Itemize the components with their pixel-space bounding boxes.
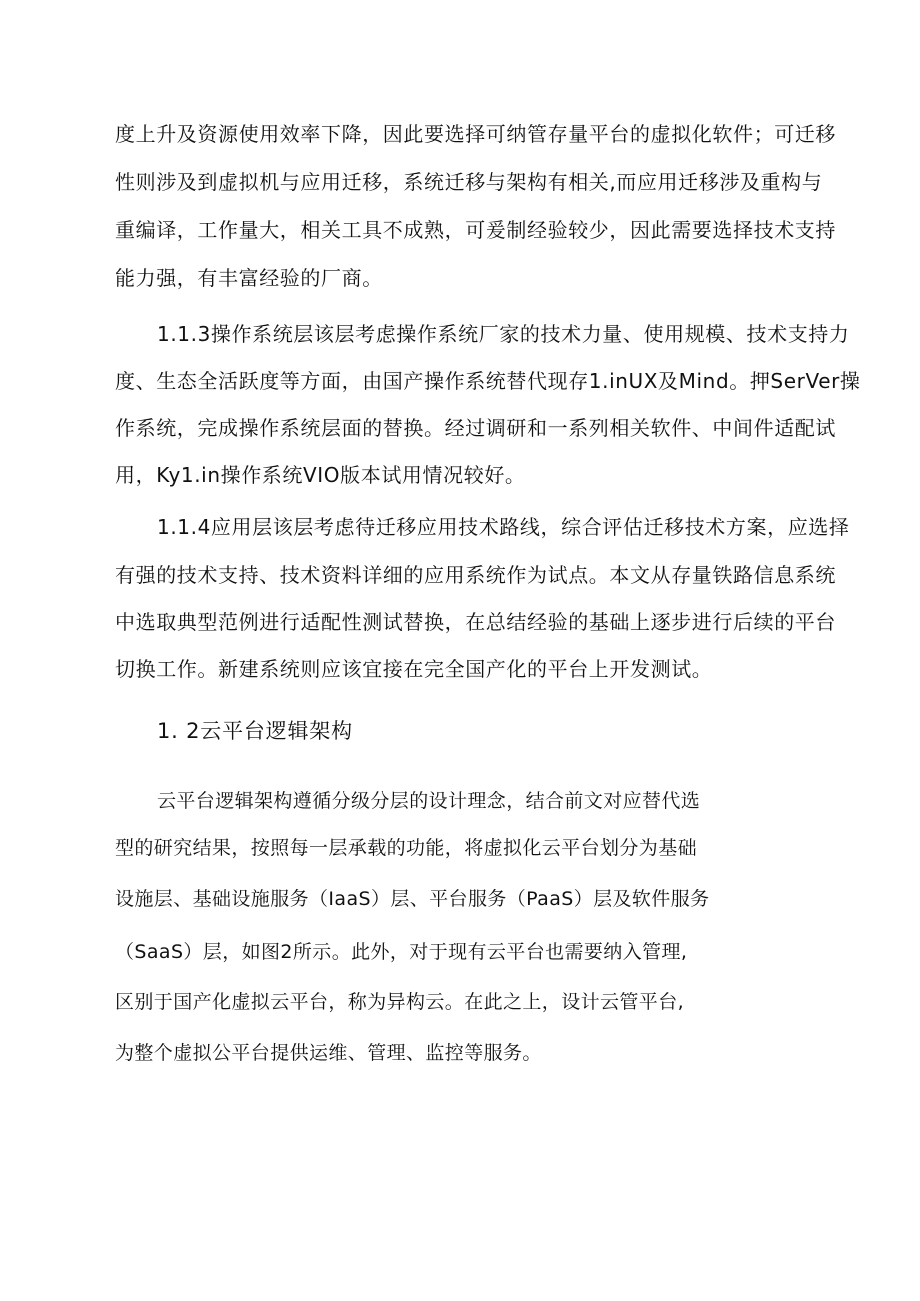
text-line: 性则涉及到虚拟机与应用迁移，系统迁移与架构有相关,而应用迁移涉及重构与: [115, 170, 823, 194]
text-line: 为整个虚拟公平台提供运维、管理、监控等服务。: [115, 1042, 542, 1064]
text-line: 型的研究结果，按照每一层承载的功能，将虚拟化云平台划分为基础: [115, 837, 698, 859]
text-line: 云平台逻辑架构遵循分级分层的设计理念，结合前文对应替代选: [157, 790, 701, 812]
text-line: 中选取典型范例进行适配性测试替换，在总结经验的基础上逐步进行后续的平台: [115, 610, 836, 634]
text-line: 有强的技术支持、技术资料详细的应用系统作为试点。本文从存量铁路信息系统: [115, 563, 836, 587]
text-line: 用，Ky1.in操作系统VIO版本试用情况较好。: [115, 463, 526, 487]
text-line: 度上升及资源使用效率下降，因此要选择可纳管存量平台的虚拟化软件；可迁移: [115, 122, 836, 146]
text-line: 能力强，有丰富经验的厂商。: [115, 266, 383, 290]
text-line: 度、生态全活跃度等方面，由国产操作系统替代现存1.inUX及Mind。押SerVer操: [115, 369, 861, 393]
text-line: 设施层、基础设施服务（IaaS）层、平台服务（PaaS）层及软件服务: [115, 888, 710, 910]
text-line: 重编译，工作量大，相关工具不成熟，可爰制经验较少，因此需要选择技术支持: [115, 218, 836, 242]
text-line: 切换工作。新建系统则应该宜接在完全国产化的平台上开发测试。: [115, 657, 713, 681]
text-line: 1.1.3操作系统层该层考虑操作系统厂家的技术力量、使用规模、技术支持力: [157, 322, 850, 346]
text-line: （SaaS）层，如图2所示。此外，对于现有云平台也需要纳入管理,: [115, 941, 688, 963]
text-line: 区别于国产化虚拟云平台，称为异构云。在此之上，设计云管平台,: [115, 991, 685, 1013]
text-line: 1.1.4应用层该层考虑待迁移应用技术路线，综合评估迁移技术方案，应选择: [157, 515, 850, 539]
section-heading: 1. 2云平台逻辑架构: [157, 719, 353, 743]
text-line: 作系统，完成操作系统层面的替换。经过调研和一系列相关软件、中间件适配试: [115, 416, 836, 440]
